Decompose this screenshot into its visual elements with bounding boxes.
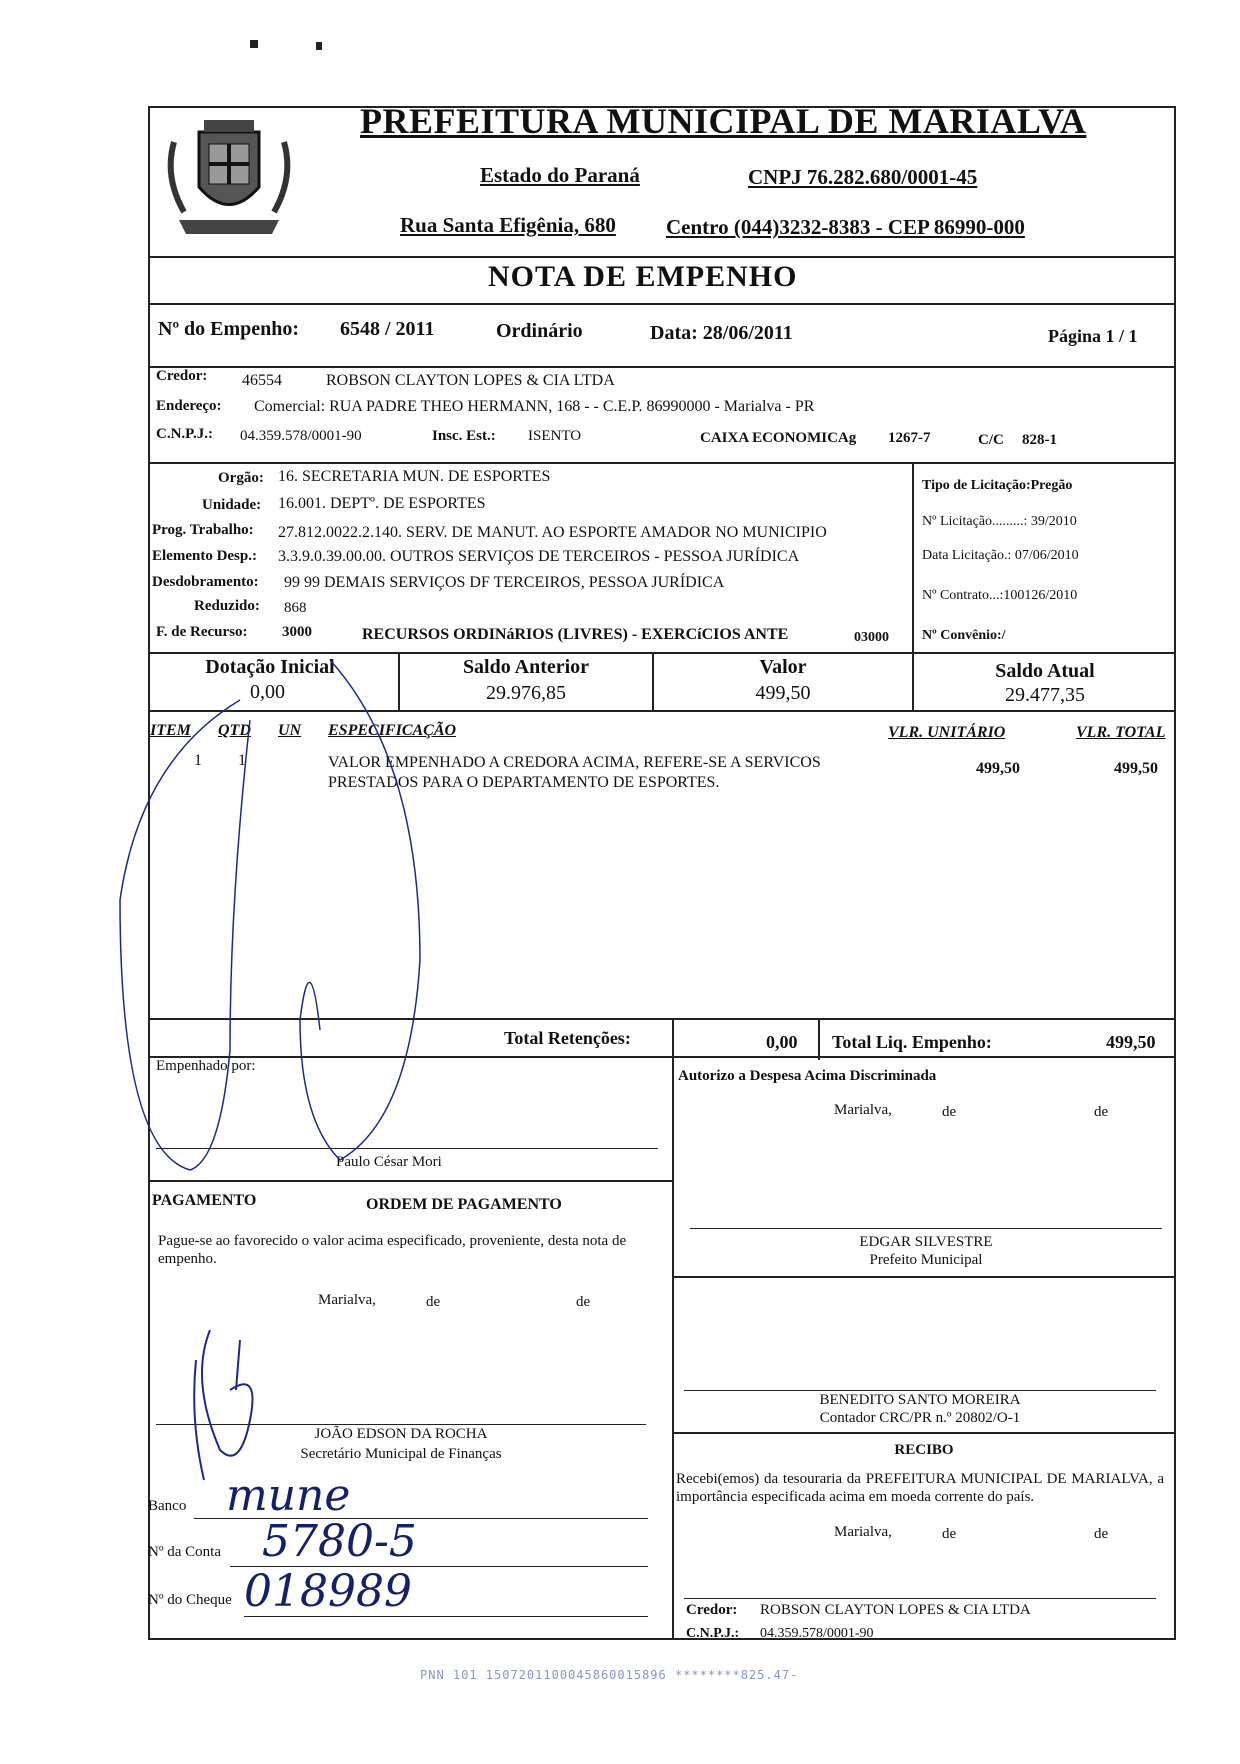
signature-line <box>156 1148 658 1149</box>
autorizo-de2: de <box>1094 1104 1109 1120</box>
page-title: PREFEITURA MUNICIPAL DE MARIALVA <box>360 101 1087 141</box>
autorizo-city: Marialva, <box>834 1102 892 1118</box>
doc-title: NOTA DE EMPENHO <box>488 260 798 293</box>
saldo-atual-value: 29.477,35 <box>1005 684 1085 706</box>
prog-value: 27.812.0022.2.140. SERV. DE MANUT. AO ESPORTE AMADOR NO MUNICIPIO <box>278 524 827 541</box>
licitacao-numero: Nº Licitação.........: 39/2010 <box>922 514 1077 529</box>
cnpj-value: 04.359.578/0001-90 <box>240 428 362 444</box>
divider <box>672 1276 1176 1278</box>
recibo-de2: de <box>1094 1526 1109 1542</box>
item-desc-line2: PRESTADOS PARA O DEPARTAMENTO DE ESPORTES. <box>328 774 720 791</box>
recibo-de1: de <box>942 1526 957 1542</box>
banco-name: CAIXA ECONOMICAg <box>700 430 857 446</box>
empenho-num-label: Nº do Empenho: <box>158 318 300 340</box>
insc-label: Insc. Est.: <box>432 428 496 444</box>
divider <box>912 462 914 654</box>
dotacao-value: 0,00 <box>250 681 285 703</box>
divider <box>672 1432 1176 1434</box>
item-qtd: 1 <box>238 752 246 769</box>
address-street: Rua Santa Efigênia, 680 <box>400 213 616 237</box>
unidade-label: Unidade: <box>202 497 262 513</box>
pagamento-city: Marialva, <box>318 1292 376 1308</box>
ordem-pagamento-label: ORDEM DE PAGAMENTO <box>366 1196 562 1213</box>
col-item: ITEM <box>150 722 191 739</box>
conta-handwritten: 5780-5 <box>262 1516 417 1567</box>
item-number: 1 <box>194 752 202 769</box>
cc-value: 828-1 <box>1022 432 1057 448</box>
agencia: 1267-7 <box>888 430 931 446</box>
pagamento-text: Pague-se ao favorecido o valor acima especificado, proveniente, desta nota de empenho. <box>158 1233 627 1267</box>
recurso-label: F. de Recurso: <box>156 624 248 640</box>
signature-line <box>684 1390 1156 1391</box>
dotacao-label: Dotação Inicial <box>205 656 335 678</box>
valor-value: 499,50 <box>755 682 811 704</box>
credor-code: 46554 <box>242 372 282 389</box>
desdob-label: Desdobramento: <box>152 574 259 590</box>
pagamento-de2: de <box>576 1294 591 1310</box>
signature-line <box>156 1424 646 1425</box>
autorizo-label: Autorizo a Despesa Acima Discriminada <box>678 1068 937 1084</box>
recibo-label: RECIBO <box>894 1442 954 1458</box>
recurso-code: 3000 <box>282 624 312 640</box>
divider <box>148 462 1176 464</box>
endereco-label: Endereço: <box>156 398 222 414</box>
divider <box>148 652 1176 654</box>
licitacao-convenio: Nº Convênio:/ <box>922 628 1006 643</box>
total-liq-label: Total Liq. Empenho: <box>832 1032 992 1052</box>
cnpj-header: CNPJ 76.282.680/0001-45 <box>748 165 978 189</box>
conta-label: Nº da Conta <box>148 1544 221 1560</box>
valor-label: Valor <box>759 656 807 678</box>
divider <box>148 256 1176 258</box>
recibo-city: Marialva, <box>834 1524 892 1540</box>
divider <box>148 1018 1176 1020</box>
divider <box>672 1056 674 1640</box>
unidade-value: 16.001. DEPTº. DE ESPORTES <box>278 495 486 512</box>
elemento-value: 3.3.9.0.39.00.00. OUTROS SERVIÇOS DE TERCEIROS - PESSOA JURÍDICA <box>278 548 800 565</box>
col-vlr-total: VLR. TOTAL <box>1076 724 1166 741</box>
licitacao-tipo: Tipo de Licitação:Pregão <box>922 478 1073 493</box>
empenhado-label: Empenhado por: <box>156 1058 256 1074</box>
scan-artifact <box>250 40 258 48</box>
banco-handwritten: mune <box>226 1470 351 1521</box>
reduzido-value: 868 <box>284 600 307 616</box>
cheque-label: Nº do Cheque <box>148 1592 232 1608</box>
licitacao-contrato: Nº Contrato...:100126/2010 <box>922 588 1078 603</box>
recurso-desc: RECURSOS ORDINáRIOS (LIVRES) - EXERCíCIOS ANTE <box>362 626 789 643</box>
endereco-value: Comercial: RUA PADRE THEO HERMANN, 168 - - C.E.P. 86990000 - Marialva - PR <box>254 398 815 415</box>
insc-value: ISENTO <box>528 428 582 444</box>
prefeito-role: Prefeito Municipal <box>869 1252 983 1268</box>
coat-of-arms-icon <box>154 112 304 242</box>
elemento-label: Elemento Desp.: <box>152 548 257 564</box>
address-centro: Centro (044)3232-8383 - CEP 86990-000 <box>666 215 1025 239</box>
signature-line <box>684 1598 1156 1599</box>
recibo-cnpj-label: C.N.P.J.: <box>686 1626 740 1641</box>
secretario-name: JOÃO EDSON DA ROCHA <box>314 1426 488 1442</box>
orgao-value: 16. SECRETARIA MUN. DE ESPORTES <box>278 468 551 485</box>
item-desc-line1: VALOR EMPENHADO A CREDORA ACIMA, REFERE-SE A SERVICOS <box>328 754 821 771</box>
contador-name: BENEDITO SANTO MOREIRA <box>819 1392 1021 1408</box>
estado-label: Estado do Paraná <box>480 163 640 187</box>
scan-artifact <box>316 42 322 50</box>
total-retencoes-value: 0,00 <box>766 1032 798 1052</box>
recibo-credor-value: ROBSON CLAYTON LOPES & CIA LTDA <box>760 1602 1031 1618</box>
scan-code: PNN 101 1507201100045860015896 ********825.47- <box>420 1668 799 1682</box>
saldo-atual-label: Saldo Atual <box>995 660 1095 682</box>
autorizo-de1: de <box>942 1104 957 1120</box>
col-un: UN <box>278 722 302 739</box>
reduzido-label: Reduzido: <box>194 598 260 614</box>
licitacao-data: Data Licitação.: 07/06/2010 <box>922 548 1079 563</box>
saldo-anterior-label: Saldo Anterior <box>462 656 590 678</box>
credor-label: Credor: <box>156 368 208 384</box>
prog-label: Prog. Trabalho: <box>152 522 254 538</box>
divider <box>148 710 1176 712</box>
empenhado-name: Paulo César Mori <box>336 1154 442 1170</box>
divider <box>672 1018 674 1060</box>
contador-role: Contador CRC/PR n.º 20802/O-1 <box>819 1410 1021 1426</box>
empenho-tipo: Ordinário <box>496 320 583 342</box>
credor-name: ROBSON CLAYTON LOPES & CIA LTDA <box>326 372 615 389</box>
pagamento-de1: de <box>426 1294 441 1310</box>
item-unit-value: 499,50 <box>976 760 1020 777</box>
prefeito-name: EDGAR SILVESTRE <box>859 1234 993 1250</box>
recibo-credor-label: Credor: <box>686 1602 738 1618</box>
secretario-role: Secretário Municipal de Finanças <box>300 1446 502 1462</box>
orgao-label: Orgão: <box>218 470 264 486</box>
banco-label: Banco <box>148 1498 187 1514</box>
col-vlr-unitario: VLR. UNITÁRIO <box>888 724 1006 741</box>
cnpj-label: C.N.P.J.: <box>156 426 213 442</box>
saldo-anterior-value: 29.976,85 <box>486 682 566 704</box>
divider <box>818 1018 820 1060</box>
desdob-value: 99 99 DEMAIS SERVIÇOS DF TERCEIROS, PESSOA JURÍDICA <box>284 574 725 591</box>
total-liq-value: 499,50 <box>1106 1032 1156 1052</box>
divider <box>148 303 1176 305</box>
pagamento-label: PAGAMENTO <box>152 1192 257 1209</box>
col-especificacao: ESPECIFICAÇÃO <box>328 722 457 739</box>
cheque-handwritten: 018989 <box>244 1566 412 1617</box>
recibo-cnpj-value: 04.359.578/0001-90 <box>760 1626 874 1641</box>
recibo-text: Recebi(emos) da tesouraria da PREFEITURA MUNICIPAL DE MARIALVA, a importância especificada acima em moeda corrente do país. <box>676 1471 1164 1505</box>
page-number: Página 1 / 1 <box>1048 326 1138 346</box>
item-total-value: 499,50 <box>1114 760 1158 777</box>
signature-line <box>690 1228 1162 1229</box>
cc-label: C/C <box>978 432 1004 448</box>
col-qtd: QTD <box>218 722 251 739</box>
recurso-code2: 03000 <box>854 630 889 645</box>
divider <box>148 1180 672 1182</box>
empenho-num: 6548 / 2011 <box>340 318 435 340</box>
total-retencoes-label: Total Retenções: <box>504 1028 631 1048</box>
empenho-data: Data: 28/06/2011 <box>650 322 793 344</box>
divider <box>148 366 1176 368</box>
divider <box>148 1056 1176 1058</box>
